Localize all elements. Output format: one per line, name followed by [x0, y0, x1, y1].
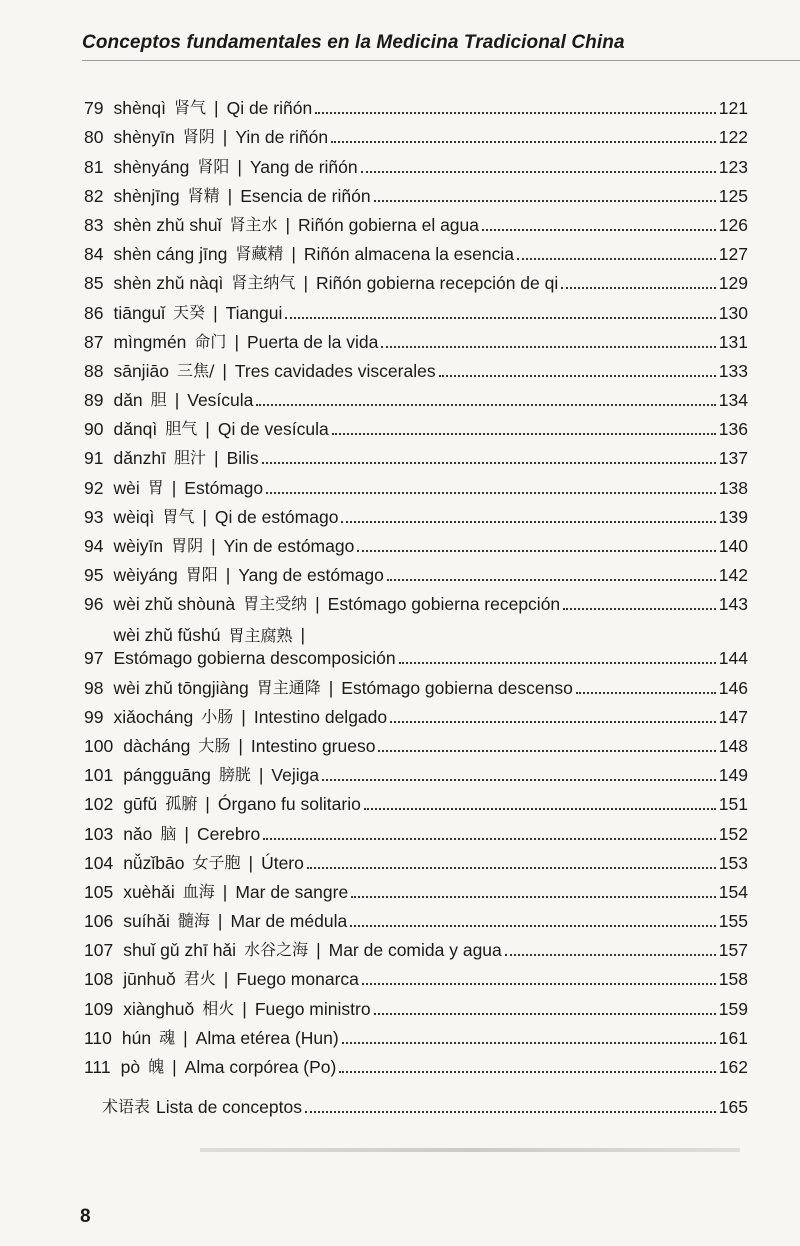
entry-spanish: Cerebro [196, 823, 261, 844]
entry-spanish: Yang de estómago [238, 565, 384, 586]
dot-leader [563, 607, 716, 610]
entry-pinyin: dǎnqì [113, 419, 158, 440]
entry-separator: | [222, 360, 227, 381]
entry-hanzi: 胆 [150, 390, 167, 410]
entry-number: 105 [84, 881, 114, 902]
entry-hanzi: 肾藏精 [235, 244, 284, 264]
entry-separator: | [223, 969, 229, 990]
entry-page-number: 159 [718, 998, 748, 1019]
entry-page-number: 154 [718, 881, 748, 902]
entry-separator: | [211, 536, 216, 556]
entry-separator: | [248, 852, 254, 873]
glossary-label: Lista de conceptos [156, 1097, 302, 1117]
dot-leader [517, 257, 716, 260]
toc-entry[interactable] [84, 669, 748, 698]
entry-separator: | [214, 98, 219, 119]
dot-leader [305, 1110, 716, 1113]
dot-leader [390, 720, 716, 723]
toc-entry[interactable] [84, 845, 748, 874]
entry-number: 89 [84, 390, 104, 411]
entry-separator: | [316, 940, 321, 961]
dot-leader [482, 228, 716, 231]
entry-number: 97 [84, 648, 104, 669]
entry-page-number: 123 [718, 156, 748, 177]
entry-hanzi: 肾主水 [229, 214, 278, 234]
entry-number: 91 [84, 448, 104, 469]
entry-page-number: 130 [718, 302, 748, 323]
entry-separator: | [217, 911, 223, 932]
entry-page-number: 162 [718, 1057, 748, 1077]
entry-separator: | [172, 1057, 177, 1077]
entry-separator: | [300, 625, 306, 646]
dot-leader [357, 549, 715, 552]
toc-entry[interactable] [84, 932, 748, 961]
dot-leader [342, 1041, 716, 1044]
entry-hanzi: 命门 [194, 331, 227, 351]
entry-number: 95 [84, 565, 104, 586]
dot-leader [332, 432, 716, 435]
entry-separator: | [237, 156, 242, 177]
entry-number: 81 [84, 156, 104, 177]
entry-separator: | [205, 419, 210, 440]
dot-leader [350, 924, 716, 927]
entry-pinyin: suíhǎi [123, 911, 170, 932]
entry-number: 94 [84, 536, 104, 556]
entry-separator: | [238, 735, 243, 756]
dot-leader [362, 982, 716, 985]
entry-page-number: 161 [718, 1027, 748, 1048]
entry-hanzi: 魂 [159, 1027, 176, 1047]
entry-page-number: 157 [718, 940, 748, 961]
entry-number: 93 [84, 506, 104, 527]
entry-number: 100 [84, 735, 114, 756]
entry-hanzi: 魄 [148, 1057, 165, 1076]
entry-spanish: Qi de vesícula [217, 419, 329, 440]
entry-separator: | [234, 331, 239, 352]
entry-page-number: 146 [718, 677, 748, 698]
entry-separator: | [225, 565, 231, 586]
toc-entry[interactable] [84, 178, 748, 207]
entry-pinyin: hún [121, 1027, 152, 1048]
toc-entry[interactable] [84, 815, 748, 844]
toc-entry[interactable] [84, 324, 748, 353]
entry-spanish: Intestino delgado [253, 706, 388, 727]
entry-page-number: 125 [718, 185, 748, 206]
entry-hanzi: 天癸 [173, 302, 206, 322]
entry-page-number: 138 [718, 477, 748, 498]
entry-separator: | [227, 185, 233, 206]
toc-entry[interactable] [84, 786, 748, 815]
entry-spanish: Estómago [184, 477, 264, 498]
entry-hanzi: 胃阳 [185, 565, 218, 585]
entry-spanish: Yang de riñón [249, 156, 358, 177]
toc-entry[interactable] [84, 148, 748, 177]
entry-number: 106 [84, 911, 114, 932]
entry-hanzi: 脑 [160, 823, 177, 843]
entry-spanish: Bilis [226, 448, 259, 469]
entry-spanish: Yin de riñón [235, 127, 329, 148]
entry-spanish: Fuego monarca [236, 969, 359, 990]
entry-separator: | [328, 677, 334, 698]
toc-entry[interactable] [84, 469, 748, 498]
toc-entry[interactable] [84, 961, 748, 990]
glossary-entry[interactable] [102, 1096, 748, 1118]
entry-page-number: 134 [718, 390, 748, 411]
entry-page-number: 122 [718, 127, 748, 148]
entry-page-number: 131 [718, 331, 748, 352]
entry-spanish: Órgano fu solitario [217, 794, 361, 815]
entry-separator: | [174, 390, 180, 411]
entry-page-number: 137 [718, 448, 748, 469]
dot-leader [322, 778, 716, 781]
header-rule [82, 60, 800, 61]
entry-hanzi: 胃气 [162, 506, 195, 526]
entry-number: 101 [84, 765, 114, 786]
entry-hanzi: 胆汁 [174, 448, 207, 468]
dot-leader [351, 895, 716, 898]
entry-pinyin: shènyáng [113, 156, 190, 177]
toc-entry[interactable] [84, 1049, 748, 1078]
entry-hanzi: 髓海 [177, 911, 210, 931]
entry-page-number: 151 [718, 794, 748, 815]
toc-entry[interactable] [84, 728, 748, 757]
entry-spanish: Intestino grueso [250, 735, 376, 756]
entry-spanish: Fuego ministro [254, 998, 371, 1019]
toc-entry[interactable] [84, 382, 748, 411]
entry-spanish: Mar de comida y agua [328, 940, 502, 961]
entry-hanzi: 大肠 [198, 735, 231, 755]
dot-leader [364, 807, 716, 810]
entry-separator: | [222, 881, 228, 902]
entry-hanzi: 胆气 [165, 419, 198, 439]
entry-hanzi: 孤腑 [165, 794, 198, 814]
dot-leader [374, 1012, 716, 1015]
entry-pinyin: shuǐ gǔ zhī hǎi [123, 940, 237, 961]
entry-pinyin: shèn zhǔ nàqì [113, 273, 224, 294]
entry-pinyin: pángguāng [123, 765, 211, 786]
entry-hanzi: 小肠 [201, 706, 234, 726]
entry-separator: | [214, 448, 219, 469]
entry-number: 92 [84, 477, 104, 498]
entry-spanish: Estómago gobierna descenso [341, 677, 573, 698]
dot-leader [262, 461, 716, 464]
dot-leader [378, 749, 715, 752]
entry-hanzi: 胃主腐熟 [228, 626, 293, 646]
entry-pinyin: wèi zhǔ tōngjiàng [113, 677, 249, 698]
entry-pinyin: xiǎocháng [113, 706, 194, 727]
entry-number: 102 [84, 794, 114, 815]
entry-spanish: Qi de riñón [226, 98, 313, 119]
entry-page-number: 139 [718, 506, 748, 527]
dot-leader [576, 691, 716, 694]
entry-page-number: 142 [718, 565, 748, 586]
entry-separator: | [205, 794, 210, 815]
toc-entry[interactable] [84, 440, 748, 469]
entry-pinyin: shèn zhǔ shuǐ [113, 214, 222, 235]
entry-separator: | [222, 127, 228, 148]
entry-page-number: 155 [718, 911, 748, 932]
dot-leader [256, 403, 715, 406]
toc-entry[interactable] [84, 265, 748, 294]
entry-number: 84 [84, 244, 104, 265]
entry-pinyin: mìngmén [113, 331, 187, 352]
table-of-contents [84, 90, 748, 1078]
entry-separator: | [303, 273, 308, 294]
entry-hanzi: 肾阴 [182, 127, 215, 147]
entry-hanzi: 膀胱 [218, 765, 251, 785]
toc-entry[interactable] [84, 874, 748, 903]
entry-spanish: Útero [261, 852, 304, 873]
entry-spanish: Puerta de la vida [246, 331, 379, 352]
entry-pinyin: wèi zhǔ fǔshú [113, 625, 221, 646]
toc-entry[interactable] [84, 615, 748, 669]
entry-hanzi: 肾阳 [197, 156, 230, 176]
entry-hanzi: 水谷之海 [244, 940, 309, 960]
dot-leader [341, 520, 715, 523]
dot-leader [387, 578, 716, 581]
entry-number: 87 [84, 331, 104, 352]
dot-leader [561, 286, 716, 289]
glossary-hanzi: 术语表 [102, 1097, 151, 1116]
toc-entry[interactable] [84, 119, 748, 148]
entry-page-number: 121 [718, 98, 748, 119]
entry-spanish: Esencia de riñón [240, 185, 371, 206]
entry-page-number: 126 [718, 214, 748, 235]
entry-page-number: 153 [718, 852, 748, 873]
entry-separator: | [202, 506, 207, 527]
dot-leader [399, 661, 716, 664]
toc-entry[interactable] [84, 528, 748, 557]
entry-hanzi: 三焦/ [176, 360, 215, 380]
entry-hanzi: 肾气 [174, 98, 207, 118]
entry-hanzi: 肾精 [187, 185, 220, 205]
dot-leader [307, 866, 716, 869]
entry-pinyin: shènjīng [113, 185, 180, 206]
entry-pinyin: shènqì [113, 98, 167, 119]
entry-hanzi: 胃主通降 [256, 677, 321, 697]
entry-separator: | [171, 477, 177, 498]
entry-hanzi: 肾主纳气 [231, 273, 296, 293]
toc-entry[interactable] [84, 411, 748, 440]
entry-number: 90 [84, 419, 104, 440]
entry-page-number: 147 [718, 706, 748, 727]
entry-page-number: 149 [718, 765, 748, 786]
entry-number: 107 [84, 940, 114, 961]
entry-separator: | [213, 302, 218, 323]
dot-leader [315, 111, 716, 114]
footer-rule [200, 1148, 740, 1152]
dot-leader [439, 374, 716, 377]
entry-pinyin: wèi [113, 477, 140, 498]
entry-number: 88 [84, 360, 104, 381]
toc-entry[interactable] [84, 557, 748, 586]
running-header [82, 32, 782, 54]
entry-page-number: 136 [718, 419, 748, 440]
entry-pinyin: dǎnzhī [113, 448, 167, 469]
entry-separator: | [183, 1027, 188, 1048]
entry-number: 83 [84, 214, 104, 235]
entry-hanzi: 女子胞 [192, 852, 241, 872]
entry-pinyin: shèn cáng jīng [113, 244, 228, 265]
entry-number: 79 [84, 98, 104, 119]
entry-pinyin: xiànghuǒ [123, 998, 195, 1019]
toc-entry[interactable] [84, 294, 748, 323]
entry-spanish: Riñón gobierna recepción de qi [315, 273, 559, 294]
dot-leader [266, 491, 716, 494]
entry-spanish: Estómago gobierna descomposición [113, 648, 396, 669]
entry-pinyin: sānjiāo [113, 360, 169, 381]
entry-pinyin: pò [120, 1057, 141, 1077]
entry-page-number: 143 [718, 594, 748, 615]
entry-spanish: Riñón almacena la esencia [303, 244, 515, 265]
entry-spanish: Estómago gobierna recepción [327, 594, 561, 615]
toc-entry[interactable] [84, 757, 748, 786]
entry-page-number: 140 [718, 536, 748, 556]
dot-leader [263, 837, 716, 840]
toc-entry[interactable] [84, 903, 748, 932]
entry-spanish: Riñón gobierna el agua [298, 214, 480, 235]
entry-pinyin: dǎn [113, 390, 143, 411]
entry-pinyin: nǚzǐbāo [123, 852, 185, 873]
glossary-page-number: 165 [718, 1097, 748, 1117]
entry-separator: | [242, 998, 247, 1019]
entry-spanish: Vejiga [271, 765, 320, 786]
toc-entry[interactable] [84, 207, 748, 236]
entry-number: 96 [84, 594, 104, 615]
page-number: 8 [80, 1206, 91, 1227]
toc-entry[interactable] [84, 499, 748, 528]
toc-entry[interactable] [84, 586, 748, 615]
toc-entry[interactable] [84, 699, 748, 728]
entry-number: 80 [84, 127, 104, 148]
entry-number: 110 [84, 1027, 112, 1048]
entry-hanzi: 胃主受纳 [243, 594, 308, 614]
entry-pinyin: wèi zhǔ shòunà [113, 594, 236, 615]
entry-hanzi: 君火 [183, 969, 216, 989]
dot-leader [505, 953, 716, 956]
entry-separator: | [258, 765, 264, 786]
entry-number: 85 [84, 273, 104, 294]
entry-hanzi: 胃 [147, 477, 164, 497]
entry-number: 86 [84, 302, 104, 323]
running-header-title: Conceptos fundamentales en la Medicina Tradicional China [82, 32, 625, 53]
entry-spanish: Mar de médula [230, 911, 348, 932]
entry-number: 82 [84, 185, 104, 206]
entry-hanzi: 血海 [182, 881, 215, 901]
entry-number: 98 [84, 677, 104, 698]
entry-number: 111 [84, 1057, 111, 1077]
entry-number: 103 [84, 823, 114, 844]
entry-pinyin: dàcháng [123, 735, 191, 756]
entry-page-number: 133 [718, 360, 748, 381]
dot-leader [285, 316, 715, 319]
entry-pinyin: wèiyīn [113, 536, 164, 556]
entry-number: 104 [84, 852, 114, 873]
entry-spanish: Qi de estómago [214, 506, 339, 527]
entry-pinyin: nǎo [123, 823, 153, 844]
entry-spanish: Alma corpórea (Po) [184, 1057, 337, 1077]
entry-spanish: Yin de estómago [223, 536, 355, 556]
entry-separator: | [241, 706, 246, 727]
entry-pinyin: wèiyáng [113, 565, 178, 586]
entry-page-number: 127 [718, 244, 748, 265]
entry-spanish: Tres cavidades viscerales [234, 360, 436, 381]
dot-leader [331, 140, 716, 143]
entry-pinyin: xuèhǎi [123, 881, 175, 902]
entry-spanish: Mar de sangre [235, 881, 349, 902]
toc-entry[interactable] [84, 1020, 748, 1049]
entry-hanzi: 胃阴 [171, 536, 204, 555]
toc-entry[interactable] [84, 353, 748, 382]
toc-entry[interactable] [84, 236, 748, 265]
entry-page-number: 129 [718, 273, 748, 294]
entry-number: 109 [84, 998, 114, 1019]
entry-pinyin: tiānguǐ [113, 302, 166, 323]
dot-leader [361, 170, 716, 173]
entry-hanzi: 相火 [202, 998, 235, 1018]
toc-entry[interactable] [84, 990, 748, 1019]
entry-pinyin: jūnhuǒ [123, 969, 176, 990]
entry-separator: | [315, 594, 320, 615]
entry-spanish: Alma etérea (Hun) [195, 1027, 339, 1048]
entry-page-number: 152 [718, 823, 748, 844]
entry-spanish: Vesícula [187, 390, 254, 411]
entry-separator: | [285, 214, 291, 235]
entry-number: 108 [84, 969, 114, 990]
entry-pinyin: shènyīn [113, 127, 175, 148]
entry-pinyin: gūfǔ [123, 794, 158, 815]
entry-pinyin: wèiqì [113, 506, 155, 527]
dot-leader [374, 199, 716, 202]
entry-page-number: 144 [718, 648, 748, 669]
toc-entry[interactable] [84, 90, 748, 119]
dot-leader [381, 345, 715, 348]
entry-number: 99 [84, 706, 104, 727]
entry-separator: | [291, 244, 296, 265]
entry-separator: | [184, 823, 189, 844]
entry-page-number: 148 [718, 735, 748, 756]
entry-spanish: Tiangui [225, 302, 283, 323]
dot-leader [339, 1070, 715, 1073]
entry-page-number: 158 [718, 969, 748, 990]
